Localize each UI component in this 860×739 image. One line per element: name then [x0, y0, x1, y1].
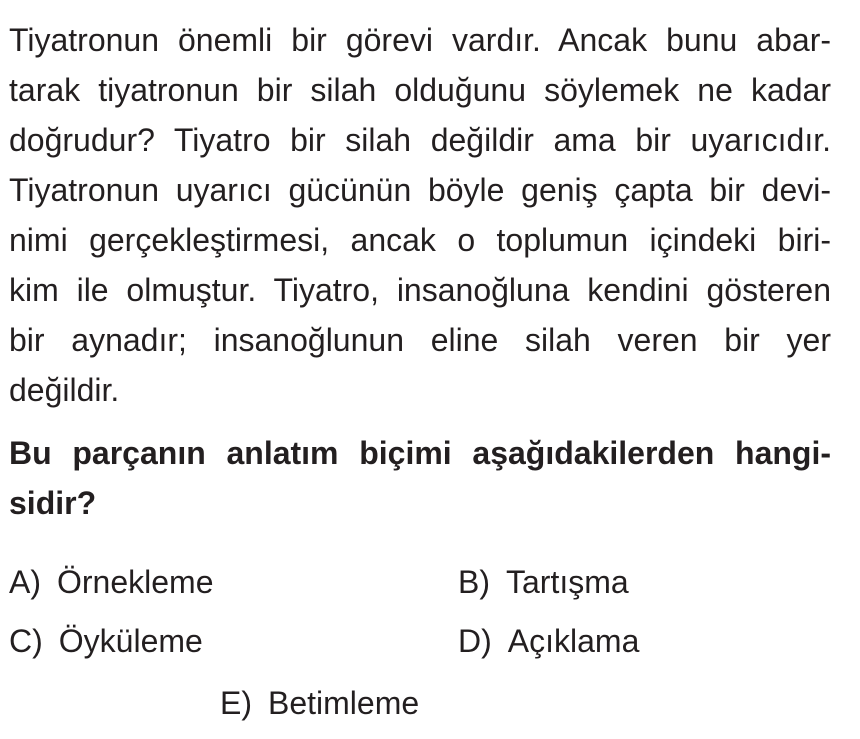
passage-line: değildir.: [9, 372, 120, 408]
option-e[interactable]: [220, 683, 419, 723]
option-letter: A): [9, 564, 41, 600]
option-letter: E): [220, 685, 252, 721]
option-text: Tartışma: [506, 564, 629, 600]
passage-line: doğrudur? Tiyatro bir silah değildir ama bir uyarıcıdır.: [9, 122, 831, 158]
option-text: Öyküleme: [58, 623, 203, 659]
passage-line: nimi gerçekleştirmesi, ancak o toplumun içindeki biri-: [9, 222, 831, 258]
question-stem: [9, 428, 831, 528]
passage-text: [9, 15, 831, 415]
passage-line: tarak tiyatronun bir silah olduğunu söylemek ne kadar: [9, 72, 831, 108]
question-line: Bu parçanın anlatım biçimi aşağıdakilerden hangi-: [9, 435, 831, 471]
option-d[interactable]: [458, 621, 639, 661]
passage-line: bir aynadır; insanoğlunun eline silah veren bir yer: [9, 322, 831, 358]
option-letter: C): [9, 623, 43, 659]
option-letter: D): [458, 623, 492, 659]
option-a[interactable]: [9, 562, 214, 602]
passage-line: Tiyatronun uyarıcı gücünün böyle geniş çapta bir devi-: [9, 172, 831, 208]
option-text: Açıklama: [507, 623, 640, 659]
option-letter: B): [458, 564, 490, 600]
option-b[interactable]: [458, 562, 629, 602]
option-c[interactable]: [9, 621, 203, 661]
question-line: sidir?: [9, 485, 97, 521]
passage-line: Tiyatronun önemli bir görevi vardır. Ancak bunu abar-: [9, 22, 831, 58]
option-text: Örnekleme: [57, 564, 214, 600]
passage-line: kim ile olmuştur. Tiyatro, insanoğluna kendini gösteren: [9, 272, 831, 308]
option-text: Betimleme: [268, 685, 420, 721]
